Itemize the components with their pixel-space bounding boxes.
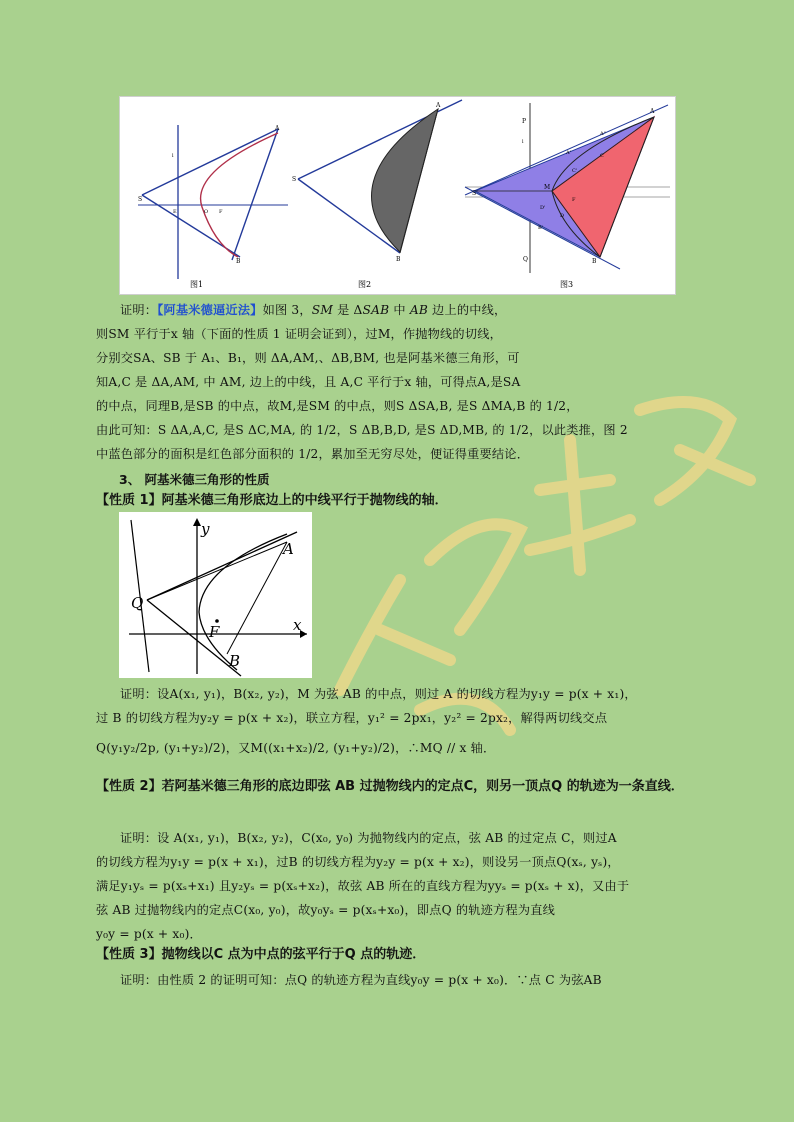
fig3-label-a-prime: A' bbox=[566, 150, 571, 156]
fig1-label-s: S bbox=[138, 196, 143, 203]
fig1-label-b: B bbox=[236, 258, 241, 265]
figure-3 bbox=[465, 103, 670, 289]
property-1-figure bbox=[119, 512, 312, 678]
fig3-label-c: C bbox=[600, 153, 604, 159]
prop2-proof-line-2: 的切线方程为y₁y = p(x + x₁)，过B 的切线方程为y₂y = p(x + x₂)，则设另一顶点Q(xₛ, yₛ)， bbox=[96, 855, 620, 869]
tangent-diagram bbox=[119, 512, 312, 678]
fig2-label-a: A bbox=[436, 102, 441, 109]
fig3-label-q: Q bbox=[523, 256, 528, 263]
prop2-proof-line-3: 满足y₁yₛ = p(xₛ+x₁) 且y₂yₛ = p(xₛ+x₂)，故弦 AB 所在的直线方程为yyₛ = p(xₛ + x)，又由于 bbox=[96, 879, 630, 893]
fig3-label-b: B bbox=[592, 258, 597, 265]
mid-label-f: F bbox=[209, 623, 220, 641]
proof1-line-3: 分别交SA、SB 于 A₁、B₁，则 ΔA,AM,、ΔB,BM, 也是阿基米德三角形，可 bbox=[96, 351, 520, 365]
fig2-label-b: B bbox=[396, 256, 401, 263]
prop1-proof-line-1: 证明：设A(x₁, y₁)，B(x₂, y₂)，M 为弦 AB 的中点，则过 A 的切线方程为y₁y = p(x + x₁)， bbox=[120, 687, 637, 701]
proof1-line-6: 由此可知：S ΔA,A,C, 是S ΔC,MA, 的 1/2，S ΔB,B,D, 是S ΔD,MB, 的 1/2，以此类推，图 2 bbox=[96, 423, 628, 437]
fig3-label-m: M bbox=[544, 184, 551, 191]
proof1-line-5: 的中点，同理B,是SB 的中点，故M,是SM 的中点，则S ΔSA,B, 是S ΔMA,B 的 1/2， bbox=[96, 399, 579, 413]
mid-label-a: A bbox=[283, 540, 294, 558]
fig1-label-e: E bbox=[173, 209, 177, 215]
caption-fig2: 图2 bbox=[358, 280, 372, 289]
archimedes-figures bbox=[120, 97, 675, 294]
mid-label-y: y bbox=[201, 520, 210, 538]
prop1-proof-line-2: 过 B 的切线方程为y₂y = p(x + x₂)，联立方程，y₁² = 2px₁，y₂² = 2px₂，解得两切线交点 bbox=[96, 711, 608, 725]
fig3-label-a: A bbox=[650, 108, 655, 115]
proof1-line-4: 知A,C 是 ΔA,AM, 中 AM, 边上的中线，且 A,C 平行于x 轴，可得点A,是SA bbox=[96, 375, 521, 389]
prop3-proof-line-1: 证明：由性质 2 的证明可知：点Q 的轨迹方程为直线y₀y = p(x + x₀)．∵点 C 为弦AB bbox=[120, 973, 602, 987]
fig1-label-o: O bbox=[204, 209, 209, 215]
figure-2 bbox=[292, 100, 462, 289]
prop2-proof-line-5: y₀y = p(x + x₀)． bbox=[96, 927, 202, 941]
fig3-label-d: D bbox=[560, 213, 565, 219]
fig3-label-b-prime: B' bbox=[538, 225, 544, 231]
fig3-label-f: F bbox=[572, 197, 576, 203]
fig2-label-s: S bbox=[292, 176, 297, 183]
proof1-line-2: 则SM 平行于x 轴（下面的性质 1 证明会证到），过M，作抛物线的切线， bbox=[96, 327, 502, 341]
fig1-label-a: A bbox=[275, 125, 280, 132]
property-3-proof bbox=[96, 968, 696, 992]
proof-approximation bbox=[96, 298, 696, 466]
proof1-line-1: 证明：【阿基米德逼近法】如图 3，SM 是 ΔSAB 中 AB 边上的中线， bbox=[120, 303, 507, 317]
property-2-proof bbox=[96, 826, 696, 946]
prop2-proof-line-1: 证明：设 A(x₁, y₁)，B(x₂, y₂)，C(x₀, y₀) 为抛物线内的定点，弦 AB 的过定点 C，则过A bbox=[120, 831, 617, 845]
mid-label-q: Q bbox=[131, 594, 144, 612]
caption-fig3: 图3 bbox=[560, 280, 574, 289]
fig3-label-l: l bbox=[522, 139, 524, 145]
mid-label-b: B bbox=[229, 652, 241, 670]
fig3-label-a-double: A'' bbox=[600, 131, 607, 137]
fig1-label-f: F bbox=[219, 209, 223, 215]
figure-1 bbox=[138, 125, 288, 289]
section-heading: 3、 阿基米德三角形的性质 bbox=[119, 472, 270, 487]
property-1-title: 【性质 1】阿基米德三角形底边上的中线平行于抛物线的轴． bbox=[96, 493, 448, 508]
fig3-label-s: S bbox=[472, 190, 477, 197]
mid-label-x: x bbox=[293, 616, 302, 634]
proof1-line-7: 中蓝色部分的面积是红色部分面积的 1/2，累加至无穷尽处，便证得重要结论． bbox=[96, 447, 530, 461]
prop2-proof-line-4: 弦 AB 过抛物线内的定点C(x₀, y₀)，故y₀yₛ = p(xₛ+x₀)，即点Q 的轨迹方程为直线 bbox=[96, 903, 555, 917]
property-3-title: 【性质 3】抛物线以C 点为中点的弦平行于Q 点的轨迹． bbox=[96, 947, 426, 962]
fig1-label-l: l bbox=[172, 153, 174, 159]
top-figure-panel bbox=[119, 96, 676, 295]
fig3-label-d-prime: D' bbox=[540, 205, 546, 211]
property-2-title: 【性质 2】若阿基米德三角形的底边即弦 AB 过抛物线内的定点C，则另一顶点Q 的轨迹为一条直线． bbox=[96, 779, 684, 794]
property-1-proof bbox=[96, 682, 696, 760]
prop1-proof-line-3: Q(y₁y₂/2p, (y₁+y₂)/2)，又M((x₁+x₂)/2, (y₁+y₂)/2)，∴MQ // x 轴． bbox=[96, 741, 496, 755]
caption-fig1: 图1 bbox=[190, 280, 204, 289]
fig3-label-p: P bbox=[522, 118, 527, 125]
fig3-label-c-prime: C' bbox=[572, 168, 578, 174]
